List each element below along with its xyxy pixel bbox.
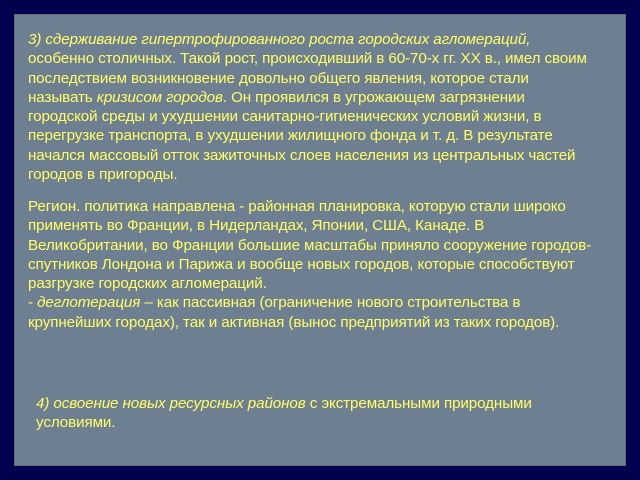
point-3-text-b: . Он проявился в угрожающем загрязнении городской среды и ухудшении санитарно-гигиенических условий жизни, в перегрузке транспорта, в ухудшении жилищного фонда и т. д. В результате начался массовый отток зажиточных слоев населения из центральных частей городов в пригороды. [28,88,576,184]
point-4-lead: 4) освоение новых ресурсных районов [36,395,306,412]
point-3-lead: 3) сдерживание гипертрофированного роста городских агломераций, [28,31,531,48]
urban-crisis-term: кризисом городов [96,88,223,106]
point-4-text: с экстремальными природными условиями. [36,395,532,432]
deglomeration-line [28,293,594,332]
deglomeration-term: деглomерация [37,294,141,312]
point-3-text-a: особенно столичных. Такой рост, происходивший в 60-70-х гг. XX в., имел своим последствием возникновение довольно общего явления, которое стали называть [28,50,587,106]
region-policy-section [28,197,594,332]
deglomeration-prefix: - [28,294,38,312]
deglomeration-text: – как пассивная (ограничение нового строительства в крупнейших городах), так и активная (вынос предприятий из таких городов). [28,294,560,331]
point-4-paragraph [36,394,596,433]
region-policy-text: Регион. политика направлена - районная планировка, которую стали широко применять во Франции, в Нидерландах, Японии, США, Канаде. В Великобритании, во Франции большие масштабы приняло сооружение городов-спутников Лондона и Парижа и вообще новых городов, которые способствуют разгрузке городских агломераций. [28,198,592,293]
point-3-paragraph [28,30,590,184]
